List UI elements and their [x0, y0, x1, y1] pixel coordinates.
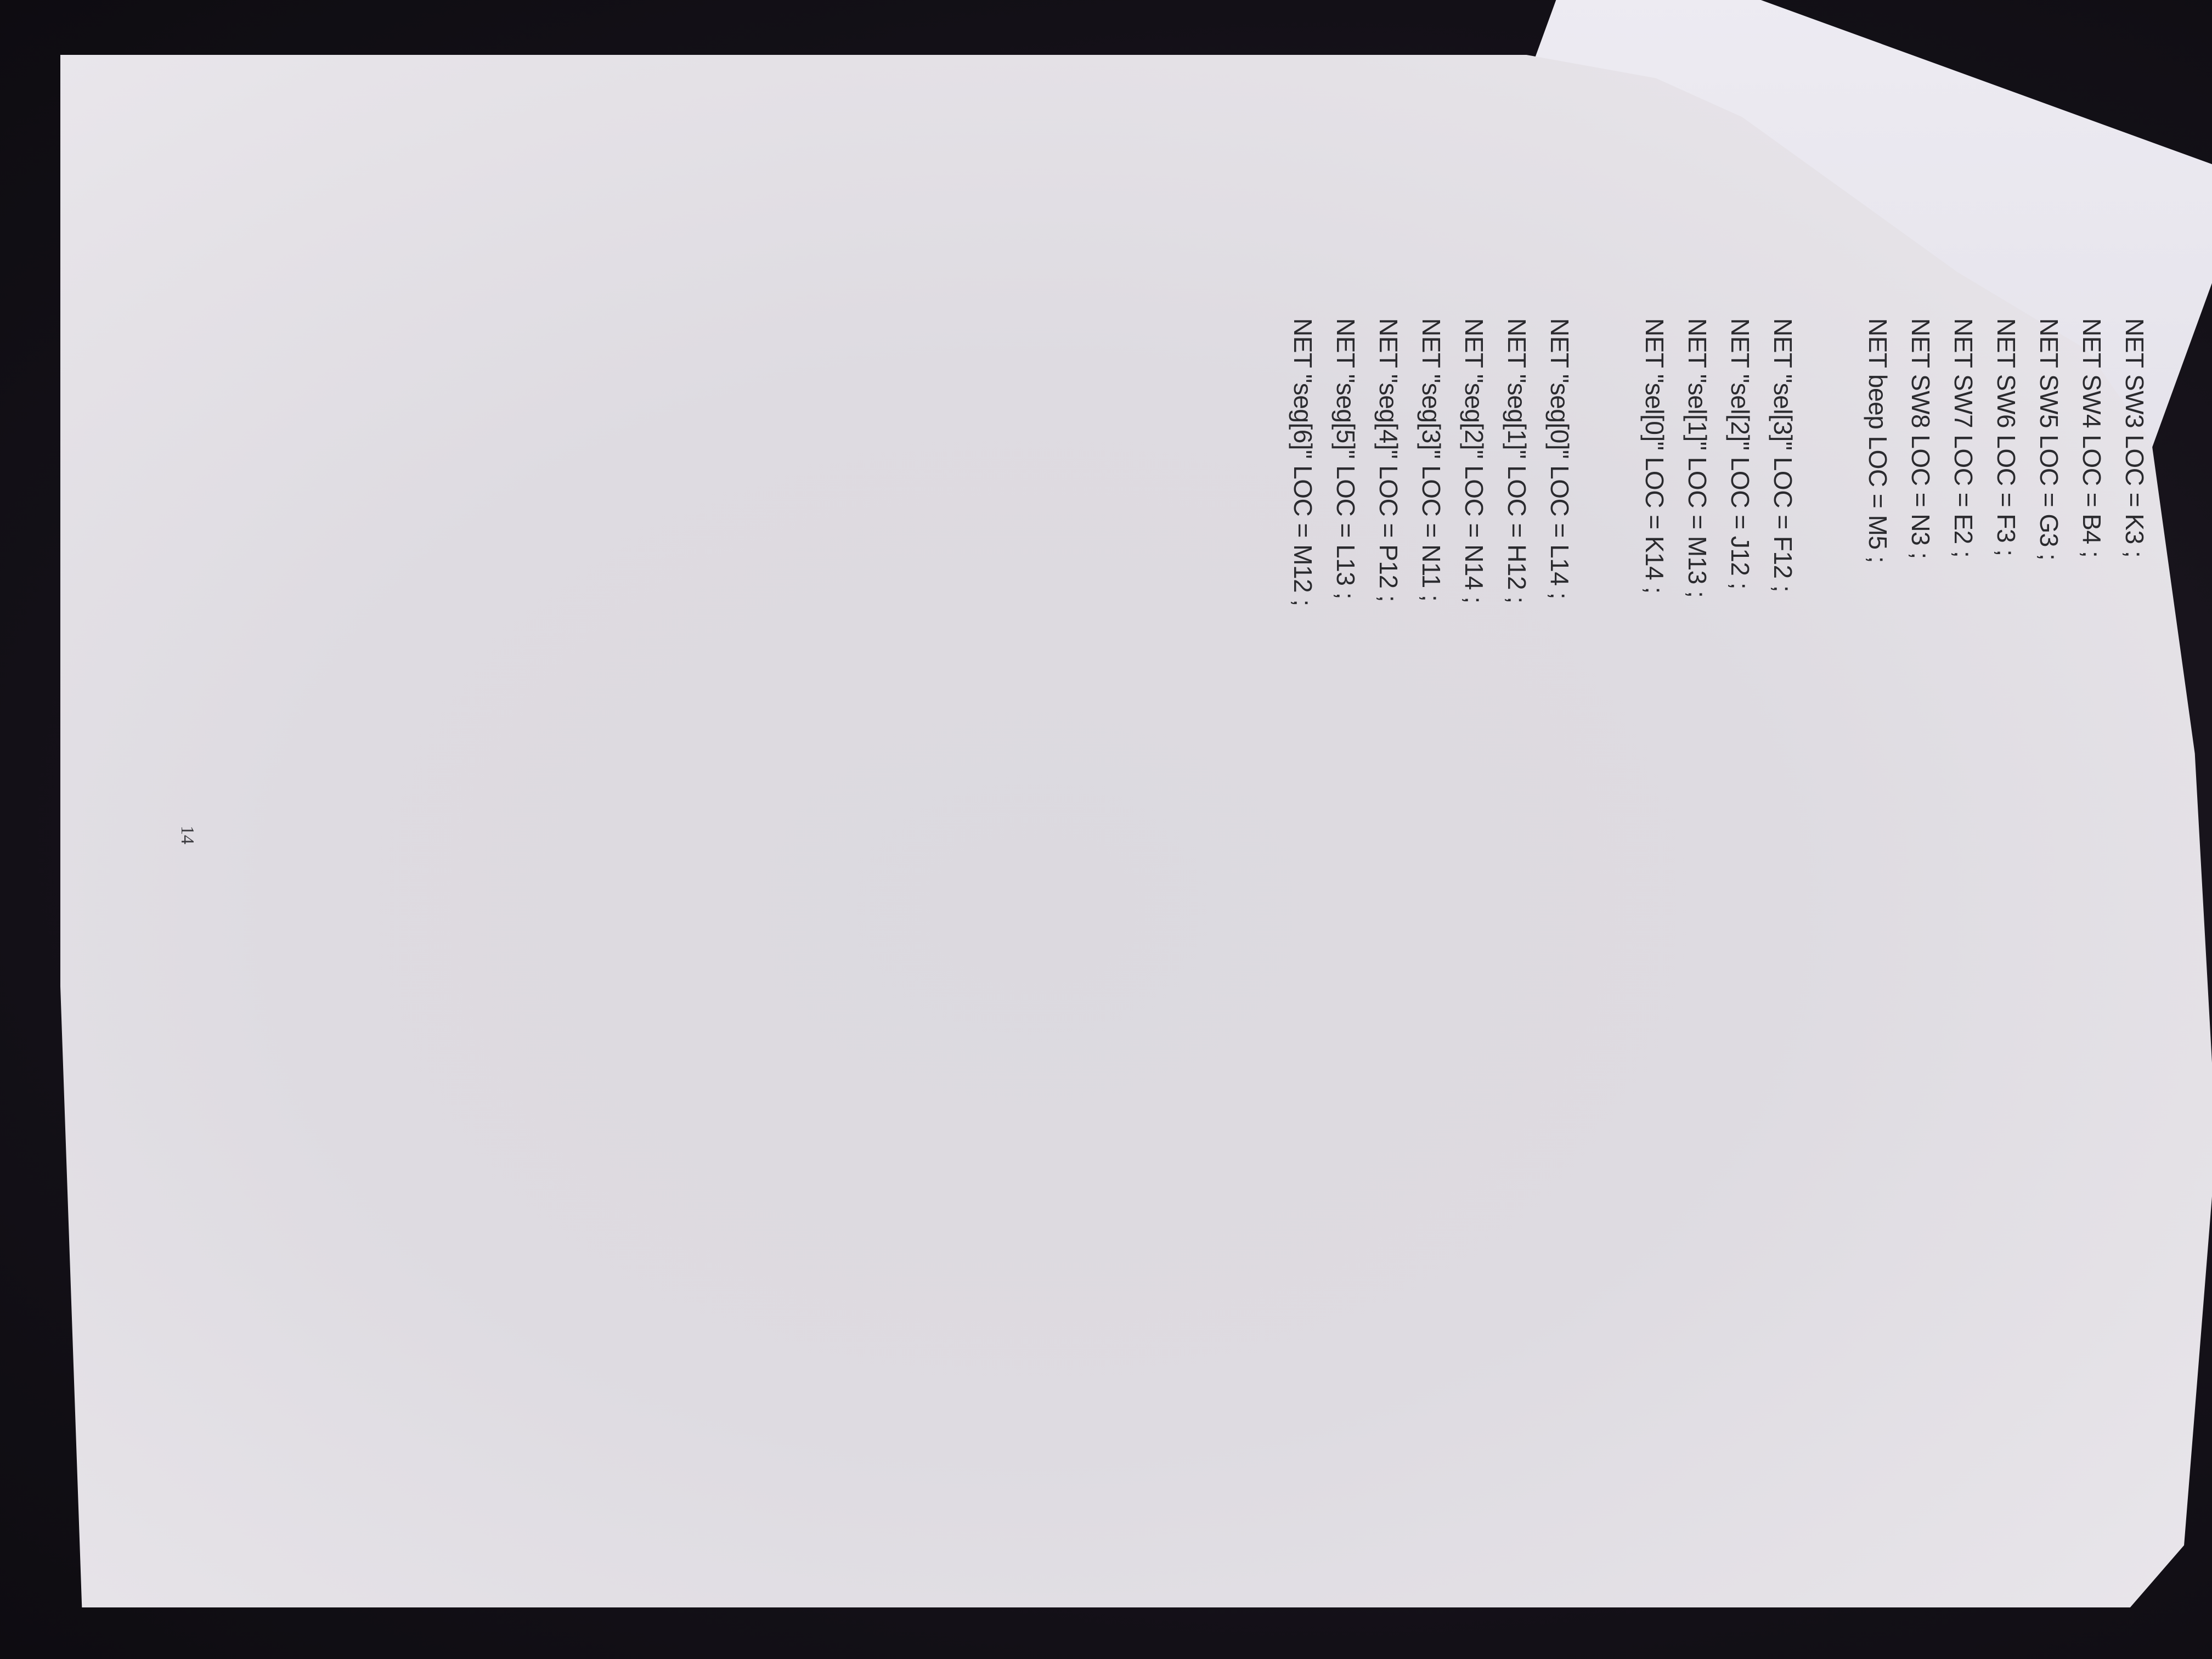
code-line: NET "sel[0]" LOC = K14 ;	[1640, 318, 1669, 594]
seg-constraints-block	[1282, 318, 1581, 1525]
code-line: NET "seg[4]" LOC = P12 ;	[1374, 318, 1403, 602]
code-line: NET "seg[5]" LOC = L13 ;	[1331, 318, 1360, 600]
code-line: NET "seg[6]" LOC = M12 ;	[1289, 318, 1317, 606]
code-line: NET "sel[2]" LOC = J12 ;	[1726, 318, 1754, 590]
code-line: NET SW3 LOC = K3 ;	[2120, 318, 2149, 558]
code-line: NET SW7 LOC = E2 ;	[1949, 318, 1978, 558]
code-line: NET SW5 LOC = G3 ;	[2035, 318, 2063, 561]
code-line: NET "seg[2]" LOC = N14 ;	[1460, 318, 1488, 603]
switch-constraints-block	[1857, 318, 2156, 1525]
code-line: NET SW8 LOC = N3 ;	[1906, 318, 1935, 559]
code-line: NET beep LOC = M5 ;	[1864, 318, 1892, 563]
code-line: NET "sel[3]" LOC = F12 ;	[1769, 318, 1797, 592]
code-line: NET SW6 LOC = F3 ;	[1992, 318, 2021, 556]
code-line: NET "seg[0]" LOC = L14 ;	[1545, 318, 1574, 600]
page-number: 14	[177, 826, 198, 844]
sel-constraints-block	[1633, 318, 1804, 1525]
code-line: NET "seg[1]" LOC = H12 ;	[1503, 318, 1531, 603]
code-line: NET "sel[1]" LOC = M13 ;	[1683, 318, 1712, 598]
code-line: NET SW4 LOC = B4 ;	[2078, 318, 2106, 558]
code-line: NET "seg[3]" LOC = N11 ;	[1417, 318, 1446, 602]
ucf-constraints-text	[1059, 318, 2156, 1525]
